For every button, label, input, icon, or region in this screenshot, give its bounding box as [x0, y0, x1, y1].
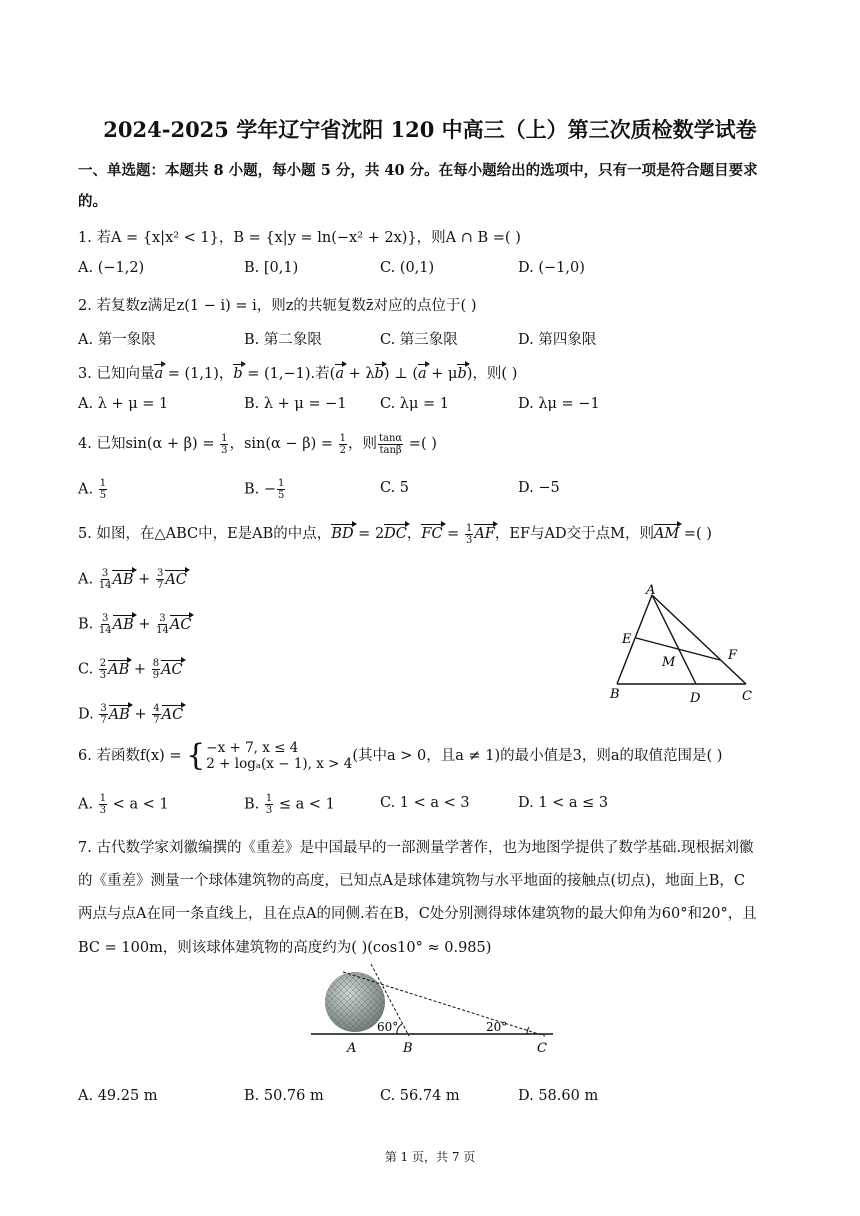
- q7-option-d: D. 58.60 m: [518, 1088, 599, 1104]
- q6-option-d: D. 1 < a ≤ 3: [518, 795, 609, 811]
- page-footer: 第 1 页，共 7 页: [384, 1150, 476, 1164]
- sphere-figure: [305, 960, 565, 1060]
- question-6-stem: 6. 若函数f(x) = { −x + 7, x ≤ 4 2 + logₐ(x − 1), x > 4 (其中a > 0，且a ≠ 1)的最小值是3，则a的取值范围是( ): [78, 738, 723, 773]
- q1-option-d: D. (−1,0): [518, 260, 585, 276]
- q2-option-d: D. 第四象限: [518, 332, 597, 348]
- q2-option-c: C. 第三象限: [380, 332, 458, 348]
- question-7-line1: 7. 古代数学家刘徽编撰的《重差》是中国最早的一部测量学著作，也为地图学提供了数学基础.现根据刘徽: [78, 840, 754, 856]
- q3-option-a: A. λ + μ = 1: [78, 396, 169, 412]
- question-7-line3: 两点与点A在同一条直线上，且在点A的同侧.若在B，C处分别测得球体建筑物的最大仰角为60°和20°，且: [78, 906, 757, 922]
- q3-option-d: D. λμ = −1: [518, 396, 600, 412]
- label-d: D: [690, 691, 701, 706]
- label-m: M: [662, 655, 676, 670]
- triangle-figure: [600, 580, 770, 710]
- q6-option-b: B. $\frac{1}{3}$ ≤ a < 1: [244, 793, 335, 816]
- label-b: B: [610, 687, 620, 702]
- label-a: A: [347, 1041, 357, 1056]
- q7-option-b: B. 50.76 m: [244, 1088, 324, 1104]
- question-7-line2: 的《重差》测量一个球体建筑物的高度，已知点A是球体建筑物与水平地面的接触点(切点)，地面上B，C: [78, 873, 746, 889]
- section-heading-line1: 一、单选题：本题共 8 小题，每小题 5 分，共 40 分。在每小题给出的选项中，只有一项是符合题目要求: [78, 162, 758, 179]
- q4-option-a: A. $\frac{1}{5}$: [78, 478, 107, 501]
- q4-option-c: C. 5: [380, 480, 410, 496]
- q6-option-a: A. $\frac{1}{3}$ < a < 1: [78, 793, 169, 816]
- label-c: C: [742, 689, 752, 704]
- question-2-stem: 2. 若复数z满足z(1 − i) = i，则z的共轭复数z̄对应的点位于( ): [78, 298, 477, 314]
- label-e: E: [622, 632, 632, 647]
- q5-option-c: C. $\frac{2}{3}$ AB + $\frac{8}{9}$ AC: [78, 658, 183, 681]
- question-4-stem: 4. 已知sin(α + β) = $\frac{1}{3}$ ，sin(α − β) = $\frac{1}{2}$ ，则 $\frac{\tan\alpha}{\tan\beta}$ =( ): [78, 432, 437, 456]
- section-heading-line2: 的。: [78, 193, 107, 210]
- label-a: A: [646, 583, 656, 598]
- label-c: C: [537, 1041, 547, 1056]
- question-3-stem: 3. 已知向量a = (1,1)，b = (1,−1).若(a + λb) ⊥ (a + μb)，则( ): [78, 366, 518, 382]
- q4-option-d: D. −5: [518, 480, 560, 496]
- q4-option-b: B. − $\frac{1}{5}$: [244, 478, 285, 501]
- question-7-line4: BC = 100m，则该球体建筑物的高度约为( )(cos10° ≈ 0.985): [78, 940, 492, 956]
- q5-option-d: D. $\frac{3}{7}$ AB + $\frac{4}{7}$ AC: [78, 703, 184, 726]
- label-b: B: [403, 1041, 413, 1056]
- q3-option-b: B. λ + μ = −1: [244, 396, 347, 412]
- q1-option-c: C. (0,1): [380, 260, 435, 276]
- angle-60-label: 60°: [377, 1020, 399, 1034]
- q1-option-a: A. (−1,2): [78, 260, 145, 276]
- angle-20-label: 20°: [486, 1020, 508, 1034]
- q1-option-b: B. [0,1): [244, 260, 299, 276]
- question-5-stem: 5. 如图，在△ABC中，E是AB的中点，BD = 2DC，FC = $\frac{1}{3}$ AF，EF与AD交于点M，则AM =( ): [78, 522, 712, 546]
- page-title: 2024-2025 学年辽宁省沈阳 120 中高三（上）第三次质检数学试卷: [103, 117, 757, 142]
- q3-option-c: C. λμ = 1: [380, 396, 450, 412]
- q2-option-b: B. 第二象限: [244, 332, 322, 348]
- q7-option-c: C. 56.74 m: [380, 1088, 460, 1104]
- q5-option-b: B. $\frac{3}{14}$ AB + $\frac{3}{14}$ AC: [78, 613, 192, 636]
- q5-option-a: A. $\frac{3}{14}$ AB + $\frac{3}{7}$ AC: [78, 568, 187, 591]
- q7-option-a: A. 49.25 m: [78, 1088, 158, 1104]
- label-f: F: [728, 648, 738, 663]
- question-1-stem: 1. 若A = {x|x² < 1}，B = {x|y = ln(−x² + 2x)}，则A ∩ B =( ): [78, 230, 521, 246]
- q2-option-a: A. 第一象限: [78, 332, 156, 348]
- q6-option-c: C. 1 < a < 3: [380, 795, 470, 811]
